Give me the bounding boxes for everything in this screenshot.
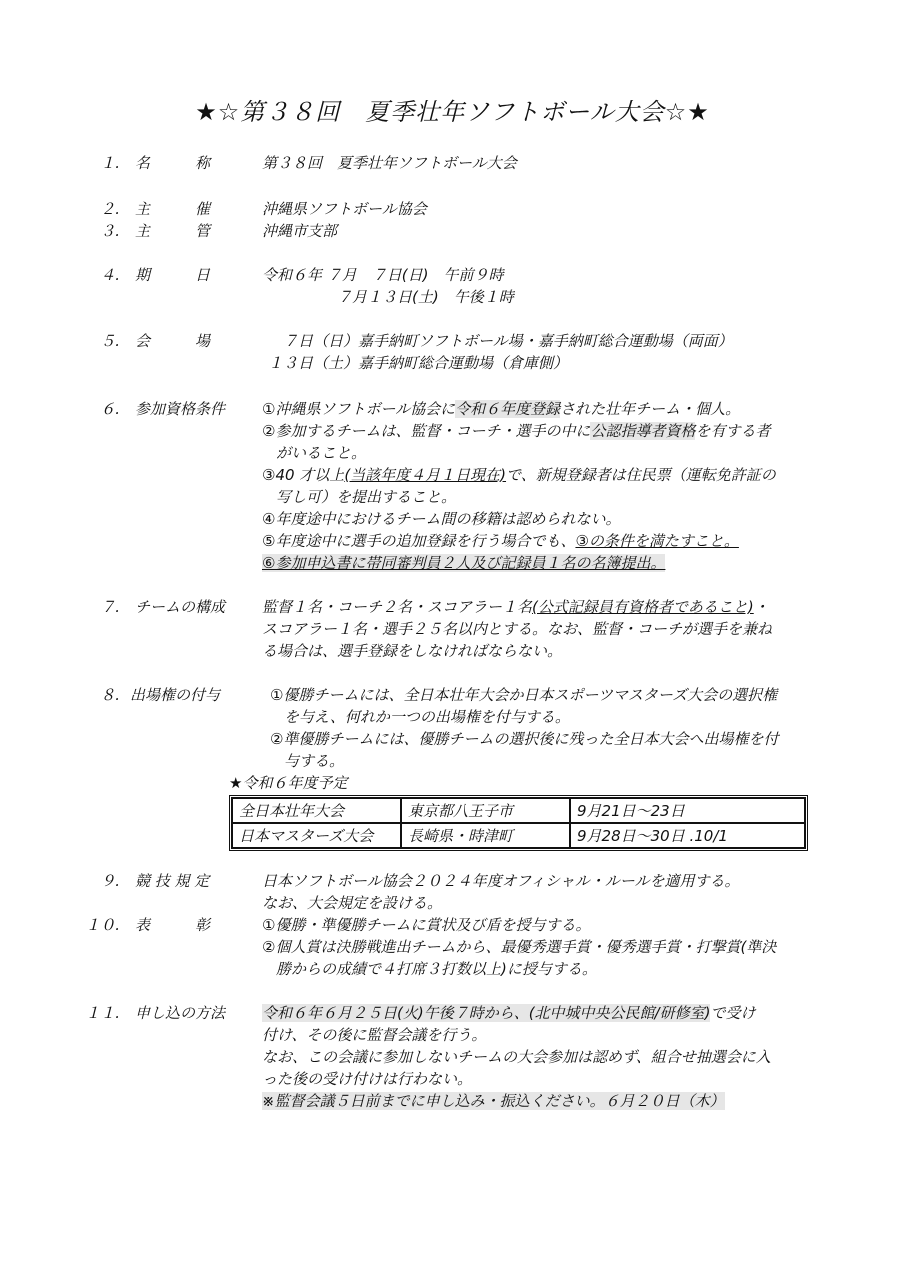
section-label: 表 彰 (135, 916, 211, 934)
text-line: を与え、何れか一つの出場権を付与する。 (284, 708, 570, 726)
text-line: ①優勝・準優勝チームに賞状及び盾を授与する。 (262, 916, 591, 934)
table-cell: 日本マスターズ大会 (232, 823, 401, 848)
text-line: がいること。 (276, 444, 367, 462)
table-row (232, 798, 805, 823)
section-content (262, 596, 772, 662)
section-content: １３日（土）嘉手納町総合運動場（倉庫側） (268, 354, 569, 372)
text: ⑤年度途中に選手の追加登録を行う場合でも、 (262, 532, 576, 550)
text-line (262, 596, 772, 618)
section-label: 主 管 (135, 222, 211, 240)
highlight-text: 令和６年６月２５日(火)午後７時から、(北中城中央公民館/研修室) (262, 1004, 711, 1022)
underlined-text: (公式記録員有資格者であること) (532, 598, 754, 616)
section-awards (0, 914, 905, 980)
text-line (262, 420, 776, 442)
table-cell: 長崎県・時津町 (401, 823, 570, 848)
section-label: 主 催 (135, 200, 211, 218)
text-line: る場合は、選手登録をしなければならない。 (262, 642, 563, 660)
page-title: ★☆第３８回 夏季壮年ソフトボール大会☆★ (195, 98, 710, 126)
section-number: ５. (100, 332, 120, 350)
section-number: １. (100, 154, 120, 172)
section-label: 会 場 (135, 332, 211, 350)
text: された壮年チーム・個人。 (560, 400, 741, 418)
section-number: ８. (100, 686, 120, 704)
section-number: ７. (100, 598, 120, 616)
table-cell: 全日本壮年大会 (232, 798, 401, 823)
text: を有する者 (695, 422, 771, 440)
section-label: 期 日 (135, 266, 211, 284)
text-line (262, 464, 776, 486)
text-line: なお、この会議に参加しないチームの大会参加は認めず、組合せ抽選会に入 (262, 1048, 771, 1066)
section-content (262, 870, 739, 914)
section-content (270, 684, 778, 772)
section-eligibility (0, 398, 905, 574)
text-line: ①優勝チームには、全日本壮年大会か日本スポーツマスターズ大会の選択権 (270, 686, 778, 704)
section-number: １１. (85, 1004, 120, 1022)
table-row (232, 823, 805, 848)
text-line: 付け、その後に監督会議を行う。 (262, 1026, 487, 1044)
text-line (262, 530, 776, 552)
text: ・ (753, 598, 769, 616)
text-line: 勝からの成績で４打席３打数以上)に授与する。 (276, 960, 597, 978)
section-label: チームの構成 (135, 598, 226, 616)
section-number: ２. (100, 200, 120, 218)
text-line: った後の受け付けは行わない。 (262, 1070, 473, 1088)
text: で、新規登録者は住民票（運転免許証の (506, 466, 776, 484)
highlight-text: 公認指導者資格 (590, 422, 696, 440)
text: ②参加するチームは、監督・コーチ・選手の中に (262, 422, 591, 440)
section-number: ３. (100, 222, 120, 240)
section-content: ７月１３日(土) 午後１時 (337, 288, 514, 306)
section-label: 競 技 規 定 (135, 872, 210, 890)
text-line (262, 552, 776, 574)
schedule-title: ★令和６年度予定 (229, 774, 348, 792)
section-rules (0, 870, 905, 914)
text-line (262, 1002, 771, 1024)
text: ③40 才以上 (262, 466, 345, 484)
text: ①沖縄県ソフトボール協会に (262, 400, 456, 418)
section-team-composition (0, 596, 905, 662)
section-content: 沖縄市支部 (262, 222, 338, 240)
section-number: ６. (100, 400, 120, 418)
section-label: 申し込の方法 (135, 1004, 226, 1022)
section-content: 沖縄県ソフトボール協会 (262, 200, 427, 218)
section-content: 令和６年 ７月 ７日(日) 午前９時 (262, 266, 504, 284)
text-line: 写し可）を提出すること。 (276, 488, 457, 506)
text-line: ②準優勝チームには、優勝チームの選択後に残った全日本大会へ出場権を付 (270, 730, 779, 748)
section-content (262, 1002, 771, 1112)
underlined-text: (当該年度４月１日現在) (344, 466, 507, 484)
table-cell: 9月28日～30日 .10/1 (570, 823, 805, 848)
highlight-text: ※監督会議５日前までに申し込み・振込ください。６月２０日（木） (262, 1092, 725, 1110)
text-line (262, 1090, 771, 1112)
section-qualification (0, 684, 905, 794)
section-content: ７日（日）嘉手納町ソフトボール場・嘉手納町総合運動場（両面） (268, 332, 733, 350)
text-line: なお、大会規定を設ける。 (262, 894, 443, 912)
section-venue (0, 330, 905, 374)
table-cell: 9月21日～23日 (570, 798, 805, 823)
section-dates (0, 264, 905, 308)
section-label: 参加資格条件 (135, 400, 226, 418)
section-content (262, 398, 776, 574)
section-content (262, 914, 776, 980)
text-line: ②個人賞は決勝戦進出チームから、最優秀選手賞・優秀選手賞・打撃賞(準決 (262, 938, 777, 956)
table-cell: 東京都八王子市 (401, 798, 570, 823)
text-line: スコアラー１名・選手２５名以内とする。なお、監督・コーチが選手を兼ね (262, 620, 773, 638)
text: 監督１名・コーチ２名・スコアラー１名 (262, 598, 533, 616)
section-content: 第３８回 夏季壮年ソフトボール大会 (262, 154, 517, 172)
section-application (0, 1002, 905, 1112)
section-number: １０. (85, 916, 120, 934)
schedule-table (229, 795, 808, 851)
underlined-text: ③の条件を満たすこと。 (575, 532, 739, 550)
section-label: 出場権の付与 (130, 686, 221, 704)
highlight-text: 令和６年度登録 (455, 400, 561, 418)
text-line: 与する。 (284, 752, 345, 770)
section-number: ９. (100, 872, 120, 890)
text-line (262, 398, 776, 420)
text: で受け (710, 1004, 756, 1022)
text-line: 日本ソフトボール協会２０２４年度オフィシャル・ルールを適用する。 (262, 872, 740, 890)
text-line: ④年度途中におけるチーム間の移籍は認められない。 (262, 510, 621, 528)
section-label: 名 称 (135, 154, 211, 172)
section-number: ４. (100, 266, 120, 284)
highlight-text: ⑥参加申込書に帯同審判員２人及び記録員１名の名簿提出。 (262, 554, 666, 572)
